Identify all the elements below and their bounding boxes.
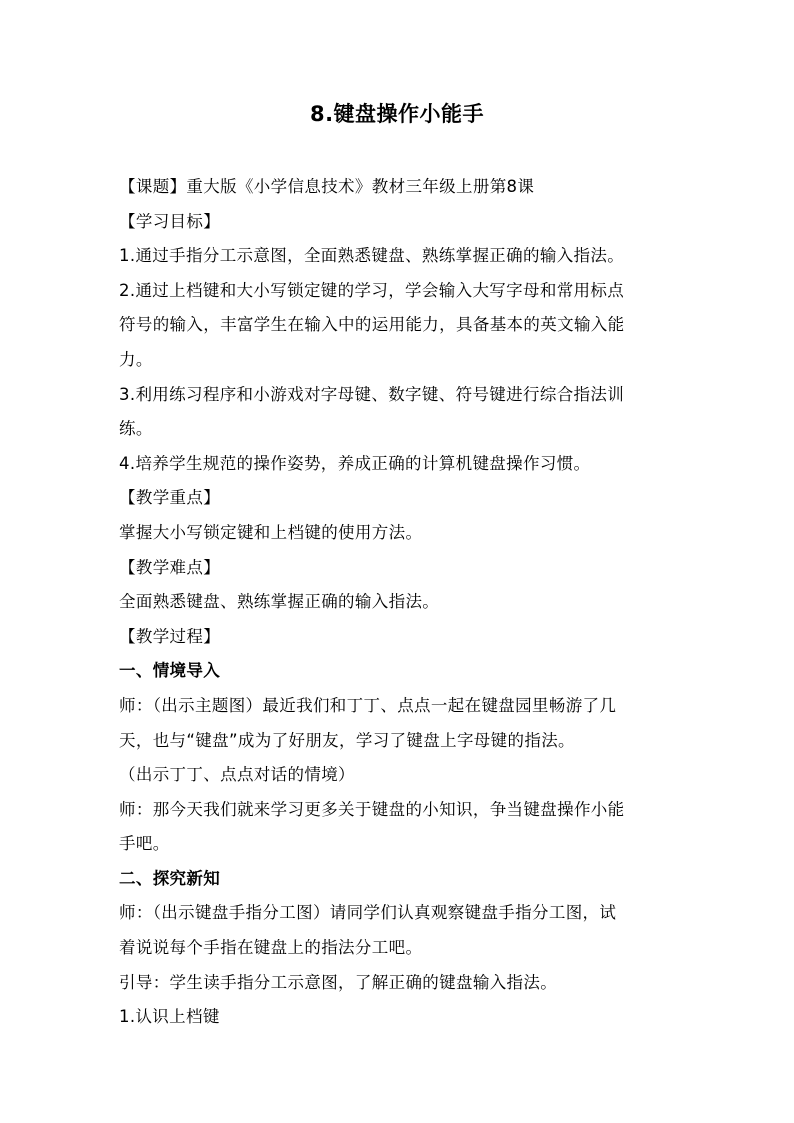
- explore-guidance: 引导：学生读手指分工示意图，了解正确的键盘输入指法。: [119, 972, 558, 992]
- objective-3-line-1: 3.利用练习程序和小游戏对字母键、数字键、符号键进行综合指法训: [119, 384, 625, 404]
- objective-3-line-2: 练。: [119, 419, 153, 439]
- objective-1: 1.通过手指分工示意图，全面熟悉键盘、熟练掌握正确的输入指法。: [119, 246, 625, 266]
- subheading-explore: 二、探究新知: [119, 868, 221, 888]
- intro-teacher-line-1: 师：那今天我们就来学习更多关于键盘的小知识，争当键盘操作小能: [119, 799, 625, 819]
- explore-paragraph-line-2: 着说说每个手指在键盘上的指法分工吧。: [119, 938, 423, 958]
- explore-paragraph-line-1: 师：（出示键盘手指分工图）请同学们认真观察键盘手指分工图，试: [119, 903, 617, 923]
- objective-2-line-1: 2.通过上档键和大小写锁定键的学习，学会输入大写字母和常用标点: [119, 280, 625, 300]
- document-body: [119, 170, 689, 1035]
- objective-4: 4.培养学生规范的操作姿势，养成正确的计算机键盘操作习惯。: [119, 453, 591, 473]
- lesson-topic-line: 【课题】重大版《小学信息技术》教材三年级上册第8课: [119, 177, 535, 196]
- intro-scene-note: （出示丁丁、点点对话的情境）: [119, 765, 355, 785]
- objective-2-line-2: 符号的输入，丰富学生在输入中的运用能力，具备基本的英文输入能: [119, 315, 625, 335]
- document-title: 8.键盘操作小能手: [309, 102, 485, 126]
- section-heading-process: 【教学过程】: [119, 626, 221, 646]
- key-points-text: 掌握大小写锁定键和上档键的使用方法。: [119, 522, 423, 542]
- intro-paragraph-line-1: 师：（出示主题图）最近我们和丁丁、点点一起在键盘园里畅游了几: [119, 695, 617, 715]
- intro-paragraph-line-2: 天，也与“键盘”成为了好朋友，学习了键盘上字母键的指法。: [119, 730, 575, 750]
- section-heading-objectives: 【学习目标】: [119, 211, 221, 231]
- section-heading-key-points: 【教学重点】: [119, 488, 221, 508]
- difficulties-text: 全面熟悉键盘、熟练掌握正确的输入指法。: [119, 592, 440, 612]
- subheading-introduction: 一、情境导入: [119, 661, 221, 681]
- intro-teacher-line-2: 手吧。: [119, 834, 170, 854]
- section-heading-difficulties: 【教学难点】: [119, 557, 221, 577]
- objective-2-line-3: 力。: [119, 349, 153, 369]
- explore-step-1: 1.认识上档键: [119, 1007, 220, 1027]
